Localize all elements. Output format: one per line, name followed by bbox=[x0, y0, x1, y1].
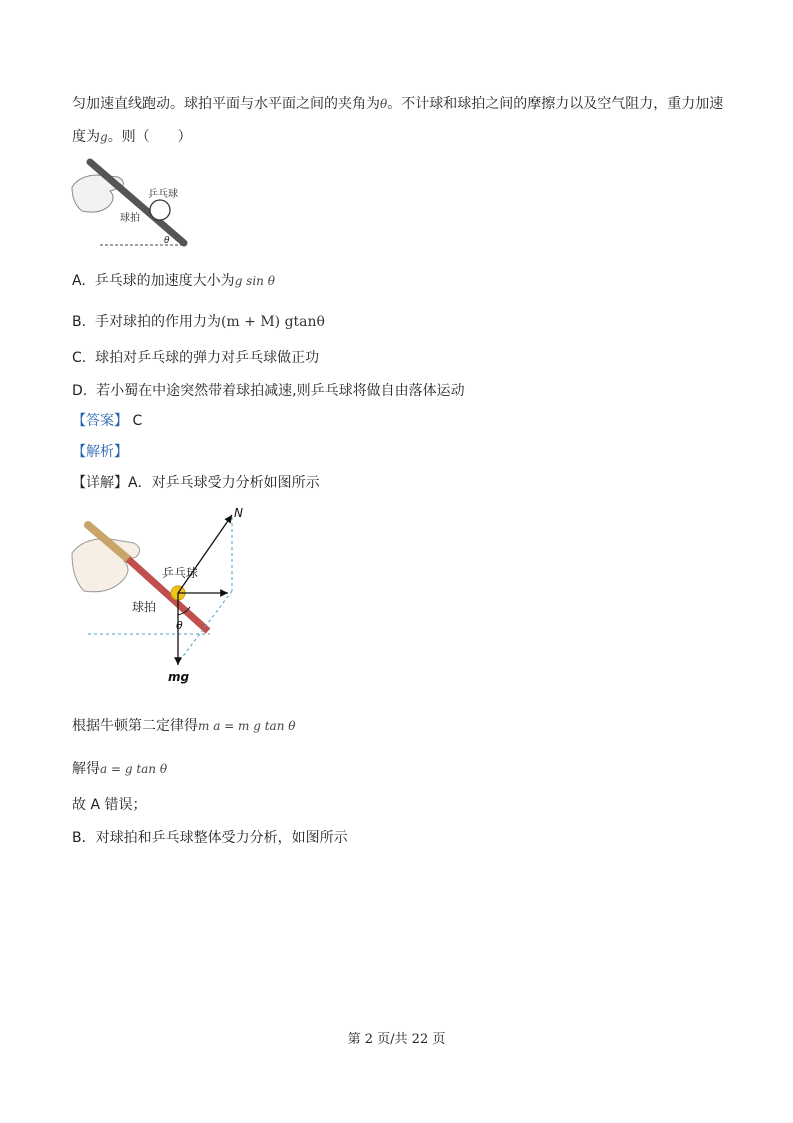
force-diagram bbox=[70, 503, 260, 693]
ball-label: 乒乓球 bbox=[162, 566, 199, 580]
answer-line: 【答案】 C bbox=[72, 413, 143, 429]
construction-line bbox=[178, 591, 232, 663]
option-c: C. 球拍对乒乓球的弹力对乒乓球做正功 bbox=[72, 350, 320, 366]
hand-shape bbox=[72, 539, 140, 592]
angle-label: θ bbox=[176, 619, 183, 632]
normal-force-arrow bbox=[178, 515, 232, 593]
ball-label: 乒乓球 bbox=[148, 189, 178, 200]
racket-label: 球拍 bbox=[120, 213, 140, 224]
question-line-1: 匀加速直线跑动。球拍平面与水平面之间的夹角为θ。不计球和球拍之间的摩擦力以及空气阻力，重力加速 bbox=[72, 96, 724, 112]
page-number: 第 2 页/共 22 页 bbox=[347, 1032, 446, 1047]
solution-line-3: 故 A 错误； bbox=[72, 797, 147, 813]
detail-line: 【详解】A．对乒乓球受力分析如图所示 bbox=[72, 475, 320, 491]
analysis-line: 【解析】 bbox=[72, 444, 128, 460]
racket-label: 球拍 bbox=[132, 600, 157, 614]
option-d: D. 若小蜀在中途突然带着球拍减速,则乒乓球将做自由落体运动 bbox=[72, 383, 465, 399]
solution-line-4: B．对球拍和乒乓球整体受力分析，如图所示 bbox=[72, 830, 348, 846]
angle-label: θ bbox=[164, 236, 170, 246]
ball-shape bbox=[150, 200, 170, 220]
question-line-2: 度为g。则（ ） bbox=[72, 129, 192, 145]
normal-force-label: N bbox=[234, 506, 243, 520]
racket-figure bbox=[70, 157, 192, 249]
option-a: A. 乒乓球的加速度大小为g sin θ bbox=[72, 273, 275, 289]
option-b: B. 手对球拍的作用力为(m + M) gtanθ bbox=[72, 314, 325, 330]
gravity-label: mg bbox=[168, 670, 190, 684]
solution-line-1: 根据牛顿第二定律得m a = m g tan θ bbox=[72, 718, 296, 734]
solution-line-2: 解得a = g tan θ bbox=[72, 761, 168, 777]
